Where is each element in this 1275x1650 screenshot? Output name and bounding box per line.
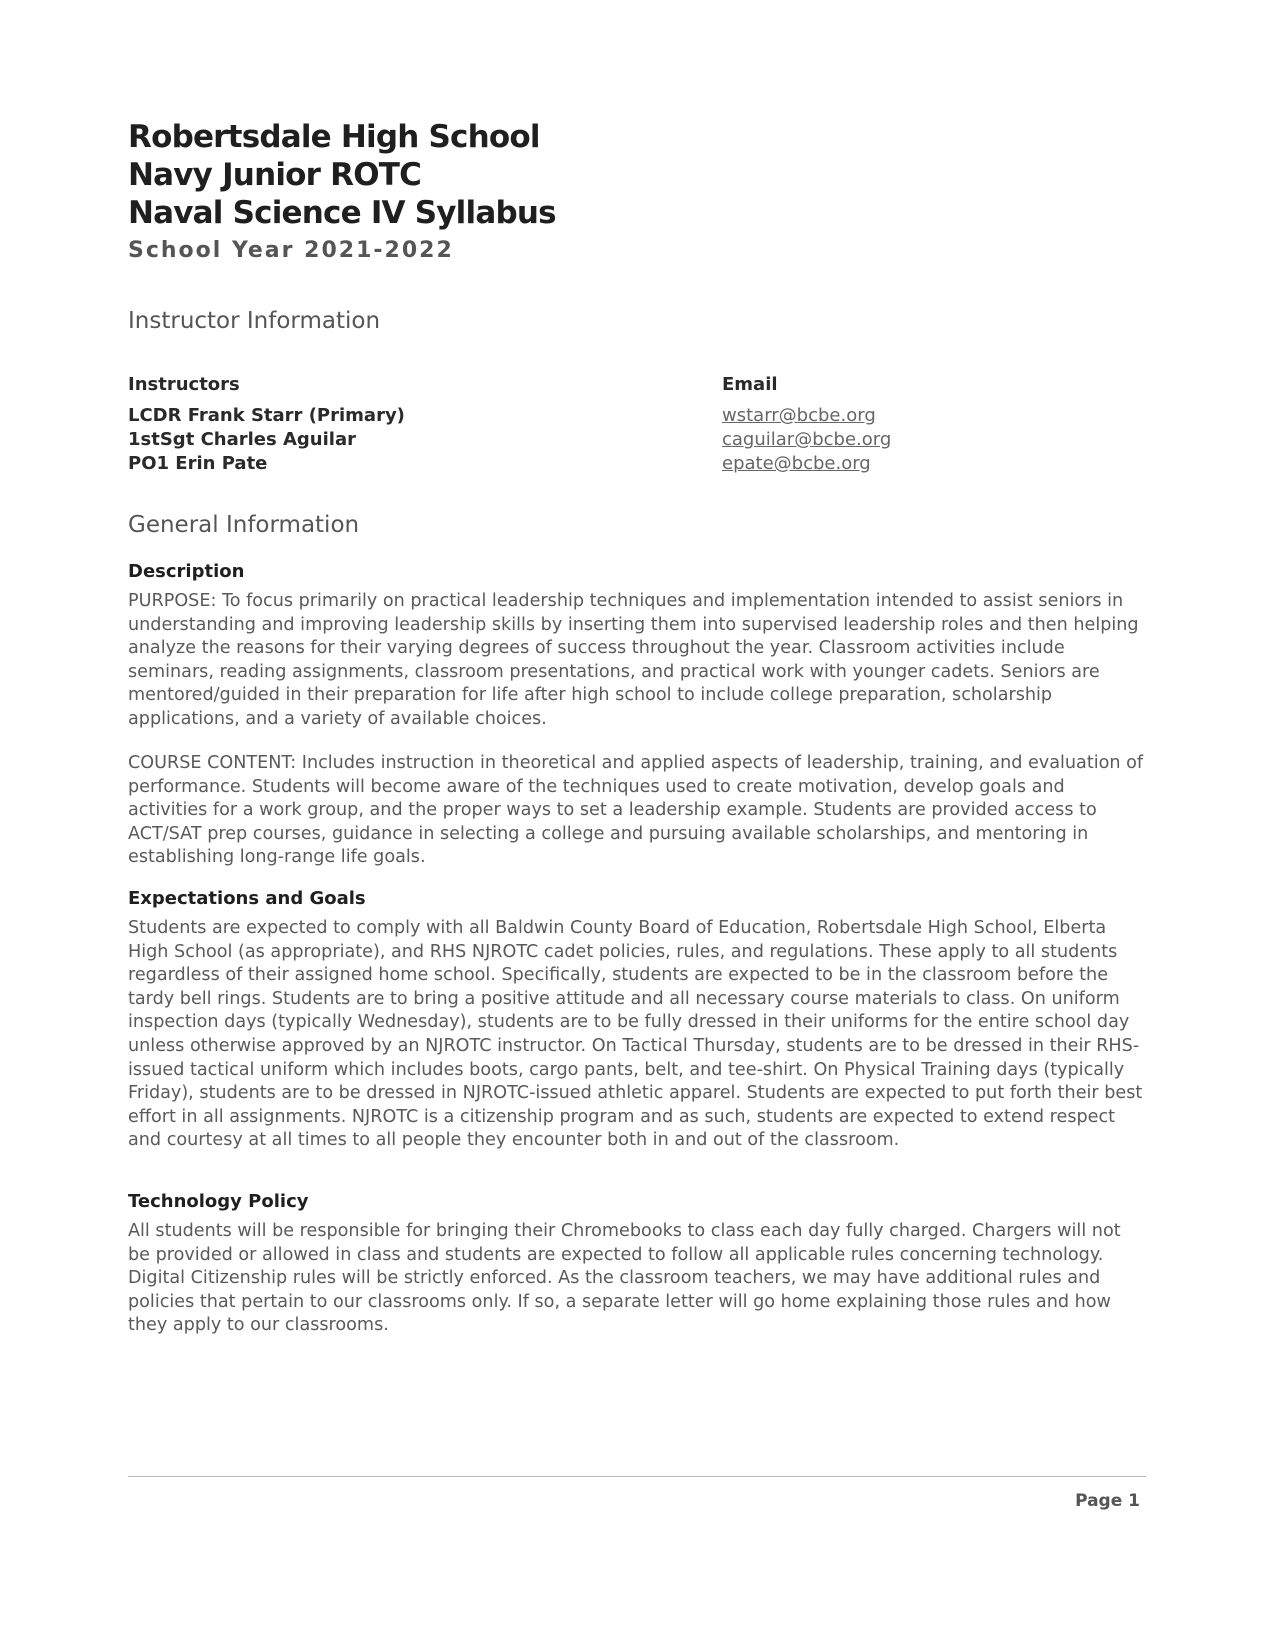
title-line-course: Naval Science IV Syllabus	[128, 195, 556, 231]
email-link[interactable]: epate@bcbe.org	[722, 453, 871, 474]
instructor-name: 1stSgt Charles Aguilar	[128, 429, 356, 450]
instructor-name: LCDR Frank Starr (Primary)	[128, 405, 405, 426]
title-line-program: Navy Junior ROTC	[128, 157, 422, 193]
instructor-name: PO1 Erin Pate	[128, 453, 268, 474]
email-label: Email	[722, 374, 778, 395]
description-heading: Description	[128, 561, 245, 582]
instructor-info-heading: Instructor Information	[128, 308, 381, 334]
technology-paragraph: All students will be responsible for bringing their Chromebooks to class each day fully charged. Chargers will not be provided or allowed in class and students are expected to follow all applicable rules concerning technology. Digital Citizenship rules will be strictly enforced. As the classroom teachers, we may have additional rules and policies that pertain to our classrooms only. If so, a separate letter will go home explaining those rules and how they apply to our classrooms.	[128, 1221, 1121, 1336]
email-column	[722, 373, 891, 476]
instructor-table	[128, 373, 1146, 483]
document-title	[128, 118, 1146, 232]
document-page	[128, 118, 1146, 1336]
email-link[interactable]: caguilar@bcbe.org	[722, 429, 892, 450]
school-year: School Year 2021-2022	[128, 238, 454, 263]
course-content-paragraph: COURSE CONTENT: Includes instruction in theoretical and applied aspects of leadership, training, and evaluation of performance. Students will become aware of the techniques used to create motivation, develop goals and activities for a work group, and the proper ways to set a leadership example. Students are provided access to ACT/SAT prep courses, guidance in selecting a college and pursuing available scholarships, and mentoring in establishing long-range life goals.	[128, 753, 1144, 868]
title-line-school: Robertsdale High School	[128, 119, 540, 155]
general-info-heading: General Information	[128, 512, 360, 538]
technology-heading: Technology Policy	[128, 1191, 309, 1212]
page-number: Page 1	[1075, 1491, 1140, 1511]
expectations-heading: Expectations and Goals	[128, 888, 366, 909]
instructors-label: Instructors	[128, 374, 240, 395]
expectations-paragraph: Students are expected to comply with all Baldwin County Board of Education, Robertsdale High School, Elberta High School (as appropriate), and RHS NJROTC cadet policies, rules, and regulations. These apply to all students regardless of their assigned home school. Specifically, students are expected to be in the classroom before the tardy bell rings. Students are to bring a positive attitude and all necessary course materials to class. On uniform inspection days (typically Wednesday), students are to be fully dressed in their uniforms for the entire school day unless otherwise approved by an NJROTC instructor. On Tactical Thursday, students are to be dressed in their RHS-issued tactical uniform which includes boots, cargo pants, belt, and tee-shirt. On Physical Training days (typically Friday), students are to be dressed in NJROTC-issued athletic apparel. Students are expected to put forth their best effort in all assignments. NJROTC is a citizenship program and as such, students are expected to extend respect and courtesy at all times to all people they encounter both in and out of the classroom.	[128, 918, 1143, 1151]
footer-divider	[128, 1476, 1146, 1477]
email-link[interactable]: wstarr@bcbe.org	[722, 405, 876, 426]
instructors-column	[128, 373, 405, 476]
purpose-paragraph: PURPOSE: To focus primarily on practical leadership techniques and implementation intended to assist seniors in understanding and improving leadership skills by inserting them into supervised leadership roles and then helping analyze the reasons for their varying degrees of success throughout the year. Classroom activities include seminars, reading assignments, classroom presentations, and practical work with younger cadets. Seniors are mentored/guided in their preparation for life after high school to include college preparation, scholarship applications, and a variety of available choices.	[128, 591, 1139, 729]
